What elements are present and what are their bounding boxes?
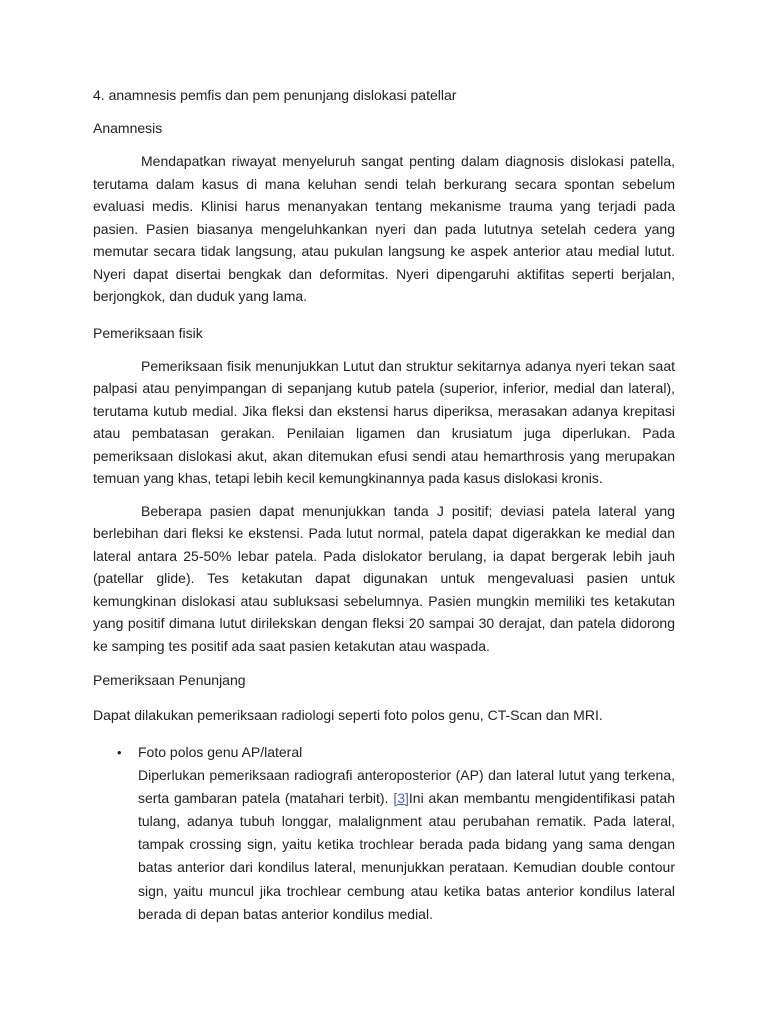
pemeriksaan-fisik-paragraph-1: Pemeriksaan fisik menunjukkan Lutut dan struktur sekitarnya adanya nyeri tekan saat palpasi atau penyimpangan di sepanjang kutub patela (superior, inferior, medial dan lateral), terutama kutub medial. Jika fleksi dan ekstensi harus diperiksa, merasakan adanya krepitasi atau pembatasan gerakan. Penilaian ligamen dan krusiatum juga diperlukan. Pada pemeriksaan dislokasi akut, akan ditemukan efusi sendi atau hemarthrosis yang merupakan temuan yang khas, tetapi lebih kecil kemungkinannya pada kasus dislokasi kronis.	[93, 357, 675, 486]
bullet-body-text-before-ref: Diperlukan pemeriksaan radiografi anteroposterior (AP) dan lateral lutut yang terkena, serta gambaran patela (matahari terbit).	[138, 766, 675, 806]
document-heading: 4. anamnesis pemfis dan pem penunjang dislokasi patellar	[93, 87, 457, 103]
bullet-title: Foto polos genu AP/lateral	[138, 743, 303, 760]
bullet-marker: •	[117, 744, 122, 760]
section-title-pemeriksaan-penunjang: Pemeriksaan Penunjang	[93, 672, 246, 688]
anamnesis-paragraph: Mendapatkan riwayat menyeluruh sangat penting dalam diagnosis dislokasi patella, terutama dalam kasus di mana keluhan sendi telah berkurang secara spontan sebelum evaluasi medis. Klinisi harus menanyakan tentang mekanisme trauma yang terjadi pada pasien. Pasien biasanya mengeluhkankan nyeri dan pada lututnya setelah cedera yang memutar secara tidak langsung, atau pukulan langsung ke aspek anterior atau medial lutut. Nyeri dapat disertai bengkak dan deformitas. Nyeri dipengaruhi aktifitas seperti berjalan, berjongkok, dan duduk yang lama.	[93, 153, 675, 304]
section-title-anamnesis: Anamnesis	[93, 120, 163, 136]
pemeriksaan-fisik-paragraph-2: Beberapa pasien dapat menunjukkan tanda J positif; deviasi patela lateral yang berlebihan dari fleksi ke ekstensi. Pada lutut normal, patela dapat digerakkan ke medial dan lateral antara 25-50% lebar patela. Pada dislokator berulang, ia dapat bergerak lebih jauh (patellar glide). Tes ketakutan dapat digunakan untuk mengevaluasi pasien untuk kemungkinan dislokasi atau subluksasi sebelumnya. Pasien mungkin memiliki tes ketakutan yang positif dimana lutut dirilekskan dengan fleksi 20 sampai 30 derajat, dan patela didorong ke samping tes positif ada saat pasien ketakutan atau waspada.	[93, 502, 675, 654]
bullet-body-text-after-ref: Ini akan membantu mengidentifikasi patah tulang, adanya tubuh longgar, malalignment atau perubahan rematik. Pada lateral, tampak crossing sign, yaitu ketika trochlear berada pada bidang yang sama dengan batas anterior dari kondilus lateral, menunjukkan perataan. Kemudian double contour sign, yaitu muncul jika trochlear cembung atau ketika batas anterior kondilus lateral berada di depan batas anterior kondilus medial.	[138, 789, 675, 922]
bullet-body	[138, 764, 675, 926]
list-item	[93, 741, 675, 926]
penunjang-bullet-list	[93, 741, 675, 926]
document-page	[93, 84, 675, 926]
pemeriksaan-penunjang-intro: Dapat dilakukan pemeriksaan radiologi seperti foto polos genu, CT-Scan dan MRI.	[93, 707, 603, 723]
section-title-pemeriksaan-fisik: Pemeriksaan fisik	[93, 324, 203, 341]
reference-link[interactable]: [3]	[393, 789, 409, 806]
